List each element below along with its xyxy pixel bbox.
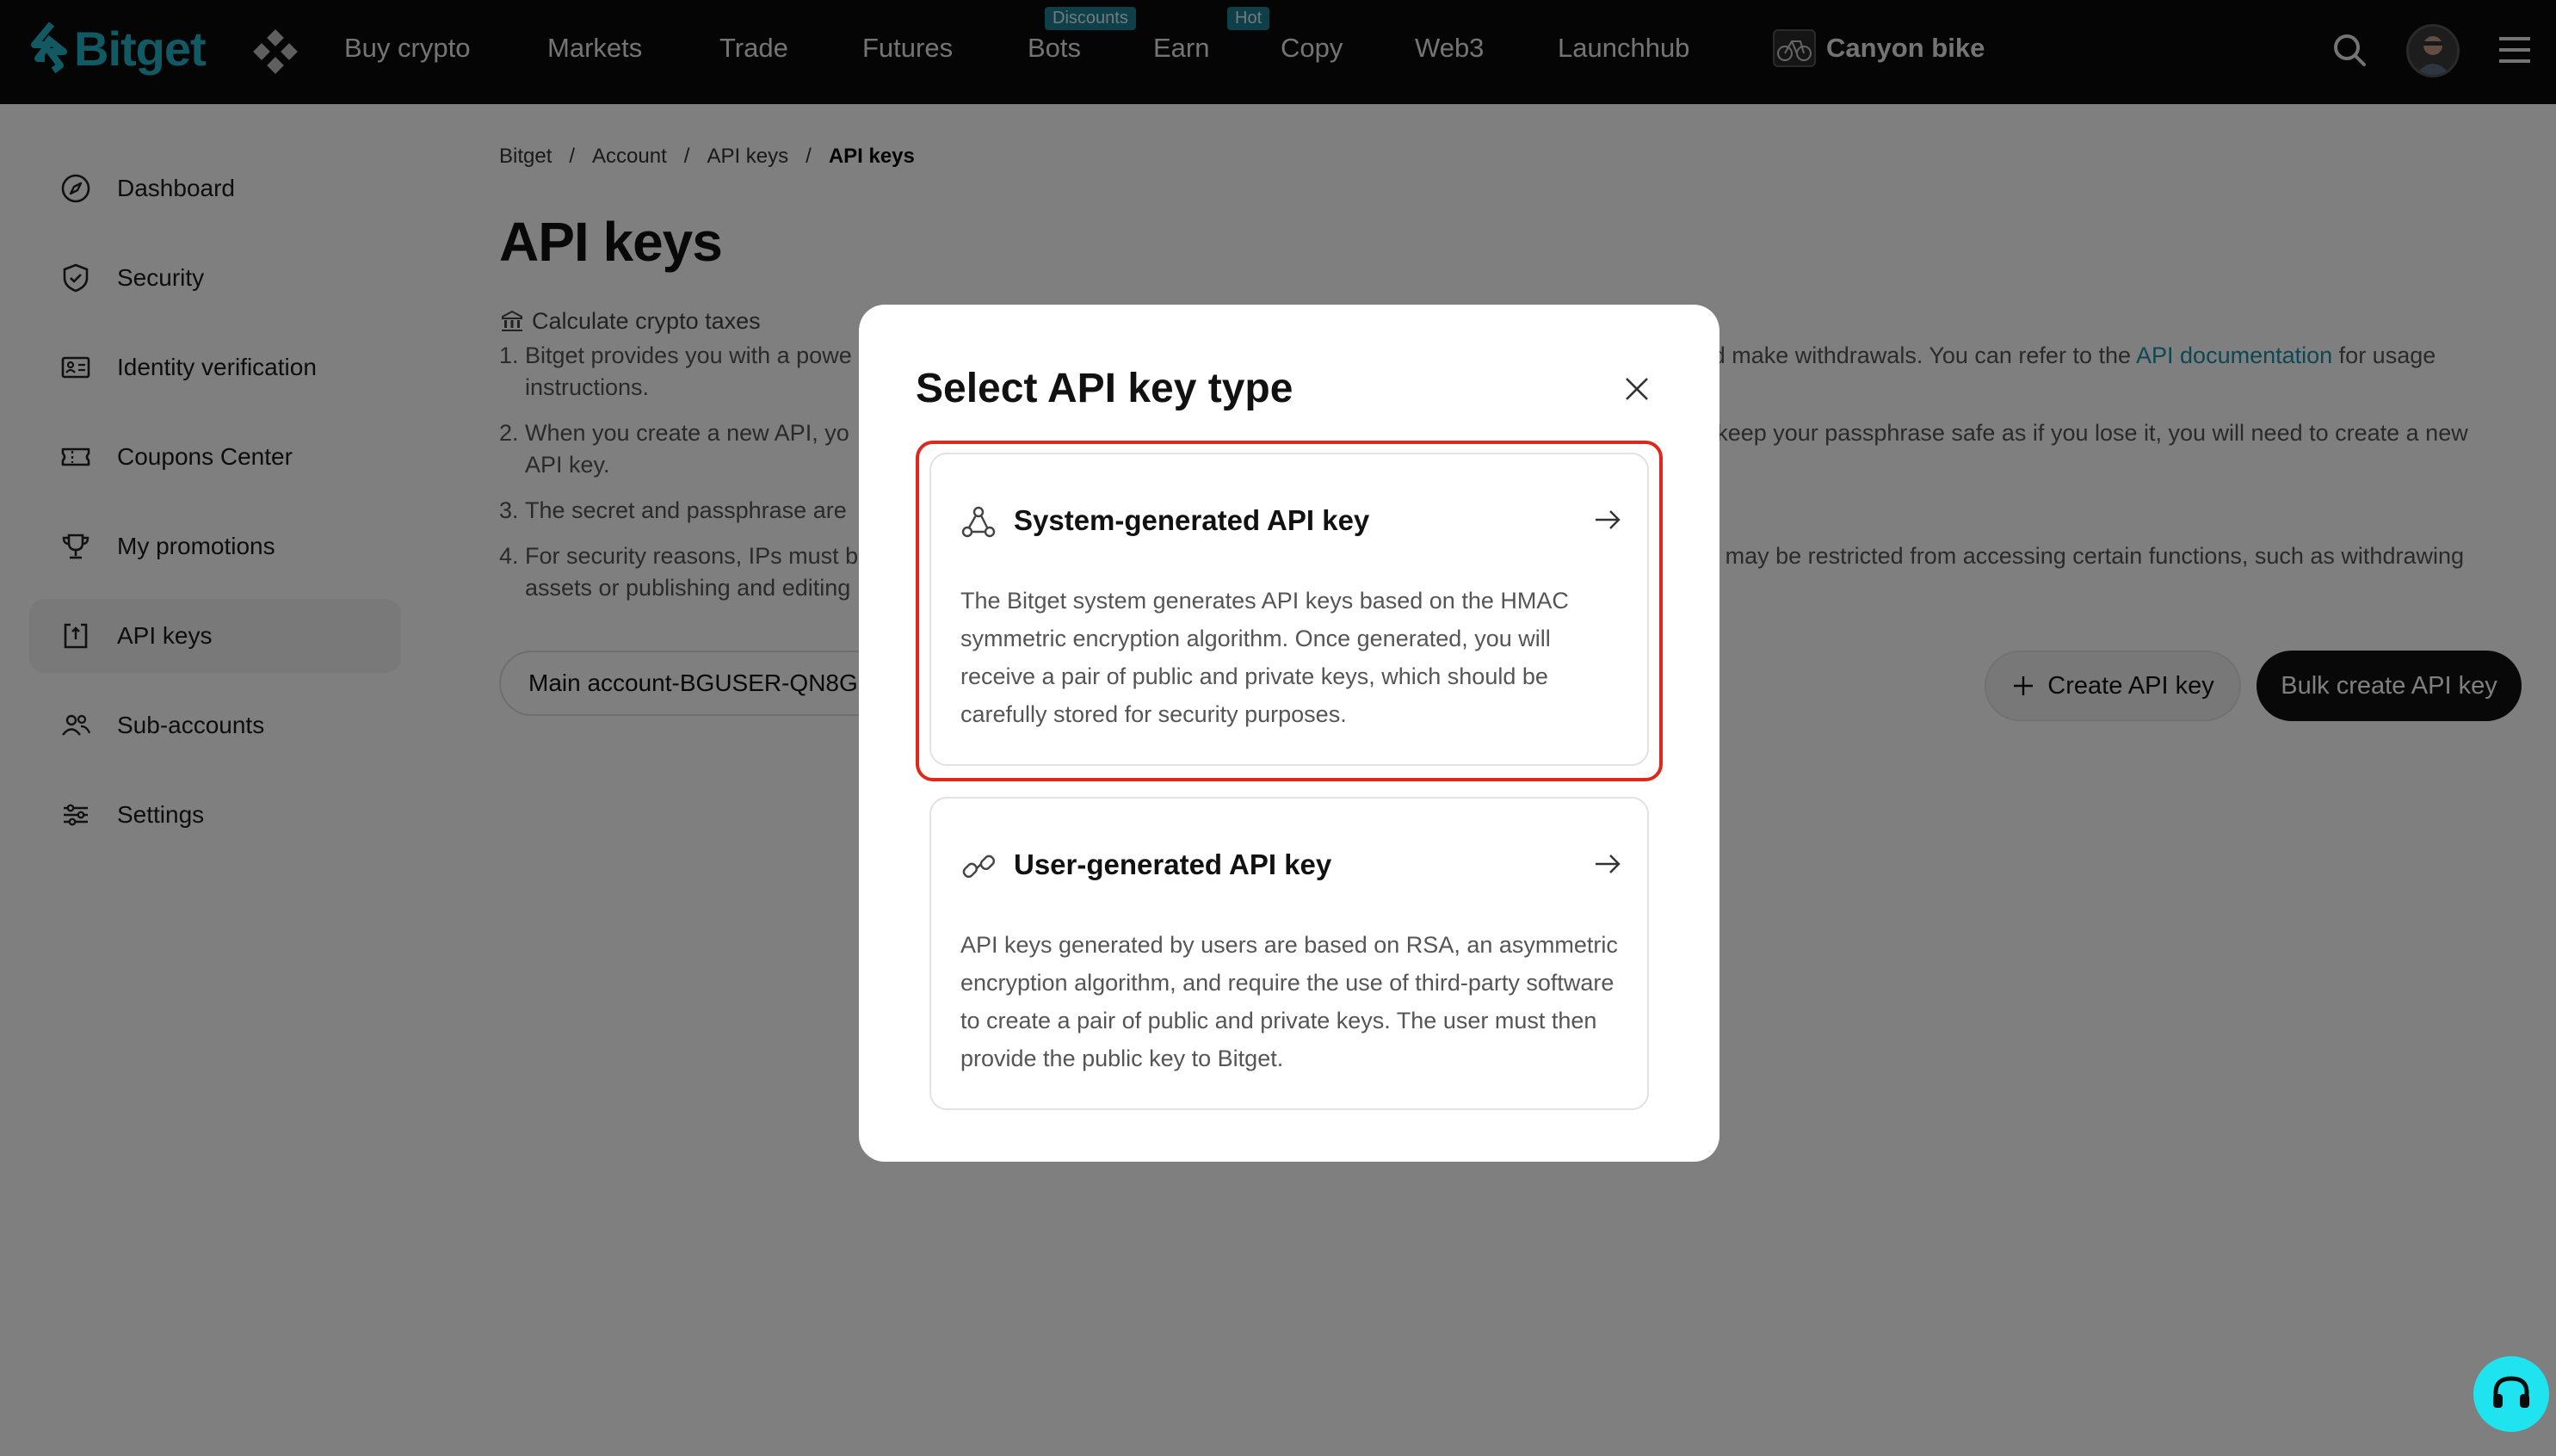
select-api-key-type-dialog: [859, 305, 1719, 1162]
arrow-right-icon: [1592, 848, 1623, 879]
dialog-title: Select API key type: [916, 366, 1293, 411]
link-icon: [959, 847, 998, 886]
support-chat-button[interactable]: [2473, 1356, 2549, 1432]
option-title: System-generated API key: [1014, 504, 1370, 536]
user-generated-api-key-option[interactable]: [929, 797, 1649, 1110]
option-description: API keys generated by users are based on RSA, an asymmetric encryption algorithm, and require the use of third-party software to create a pair of public and private keys. The user must then provide the public key to Bitget.: [960, 932, 1618, 1071]
selection-highlight: [916, 441, 1663, 781]
close-icon[interactable]: [1620, 372, 1654, 406]
headset-icon: [2487, 1370, 2535, 1418]
option-title: User-generated API key: [1014, 848, 1332, 880]
option-description: The Bitget system generates API keys based on the HMAC symmetric encryption algorithm. Once generated, you will receive a pair of public and private keys, which should be carefully stored for security purposes.: [960, 588, 1569, 727]
